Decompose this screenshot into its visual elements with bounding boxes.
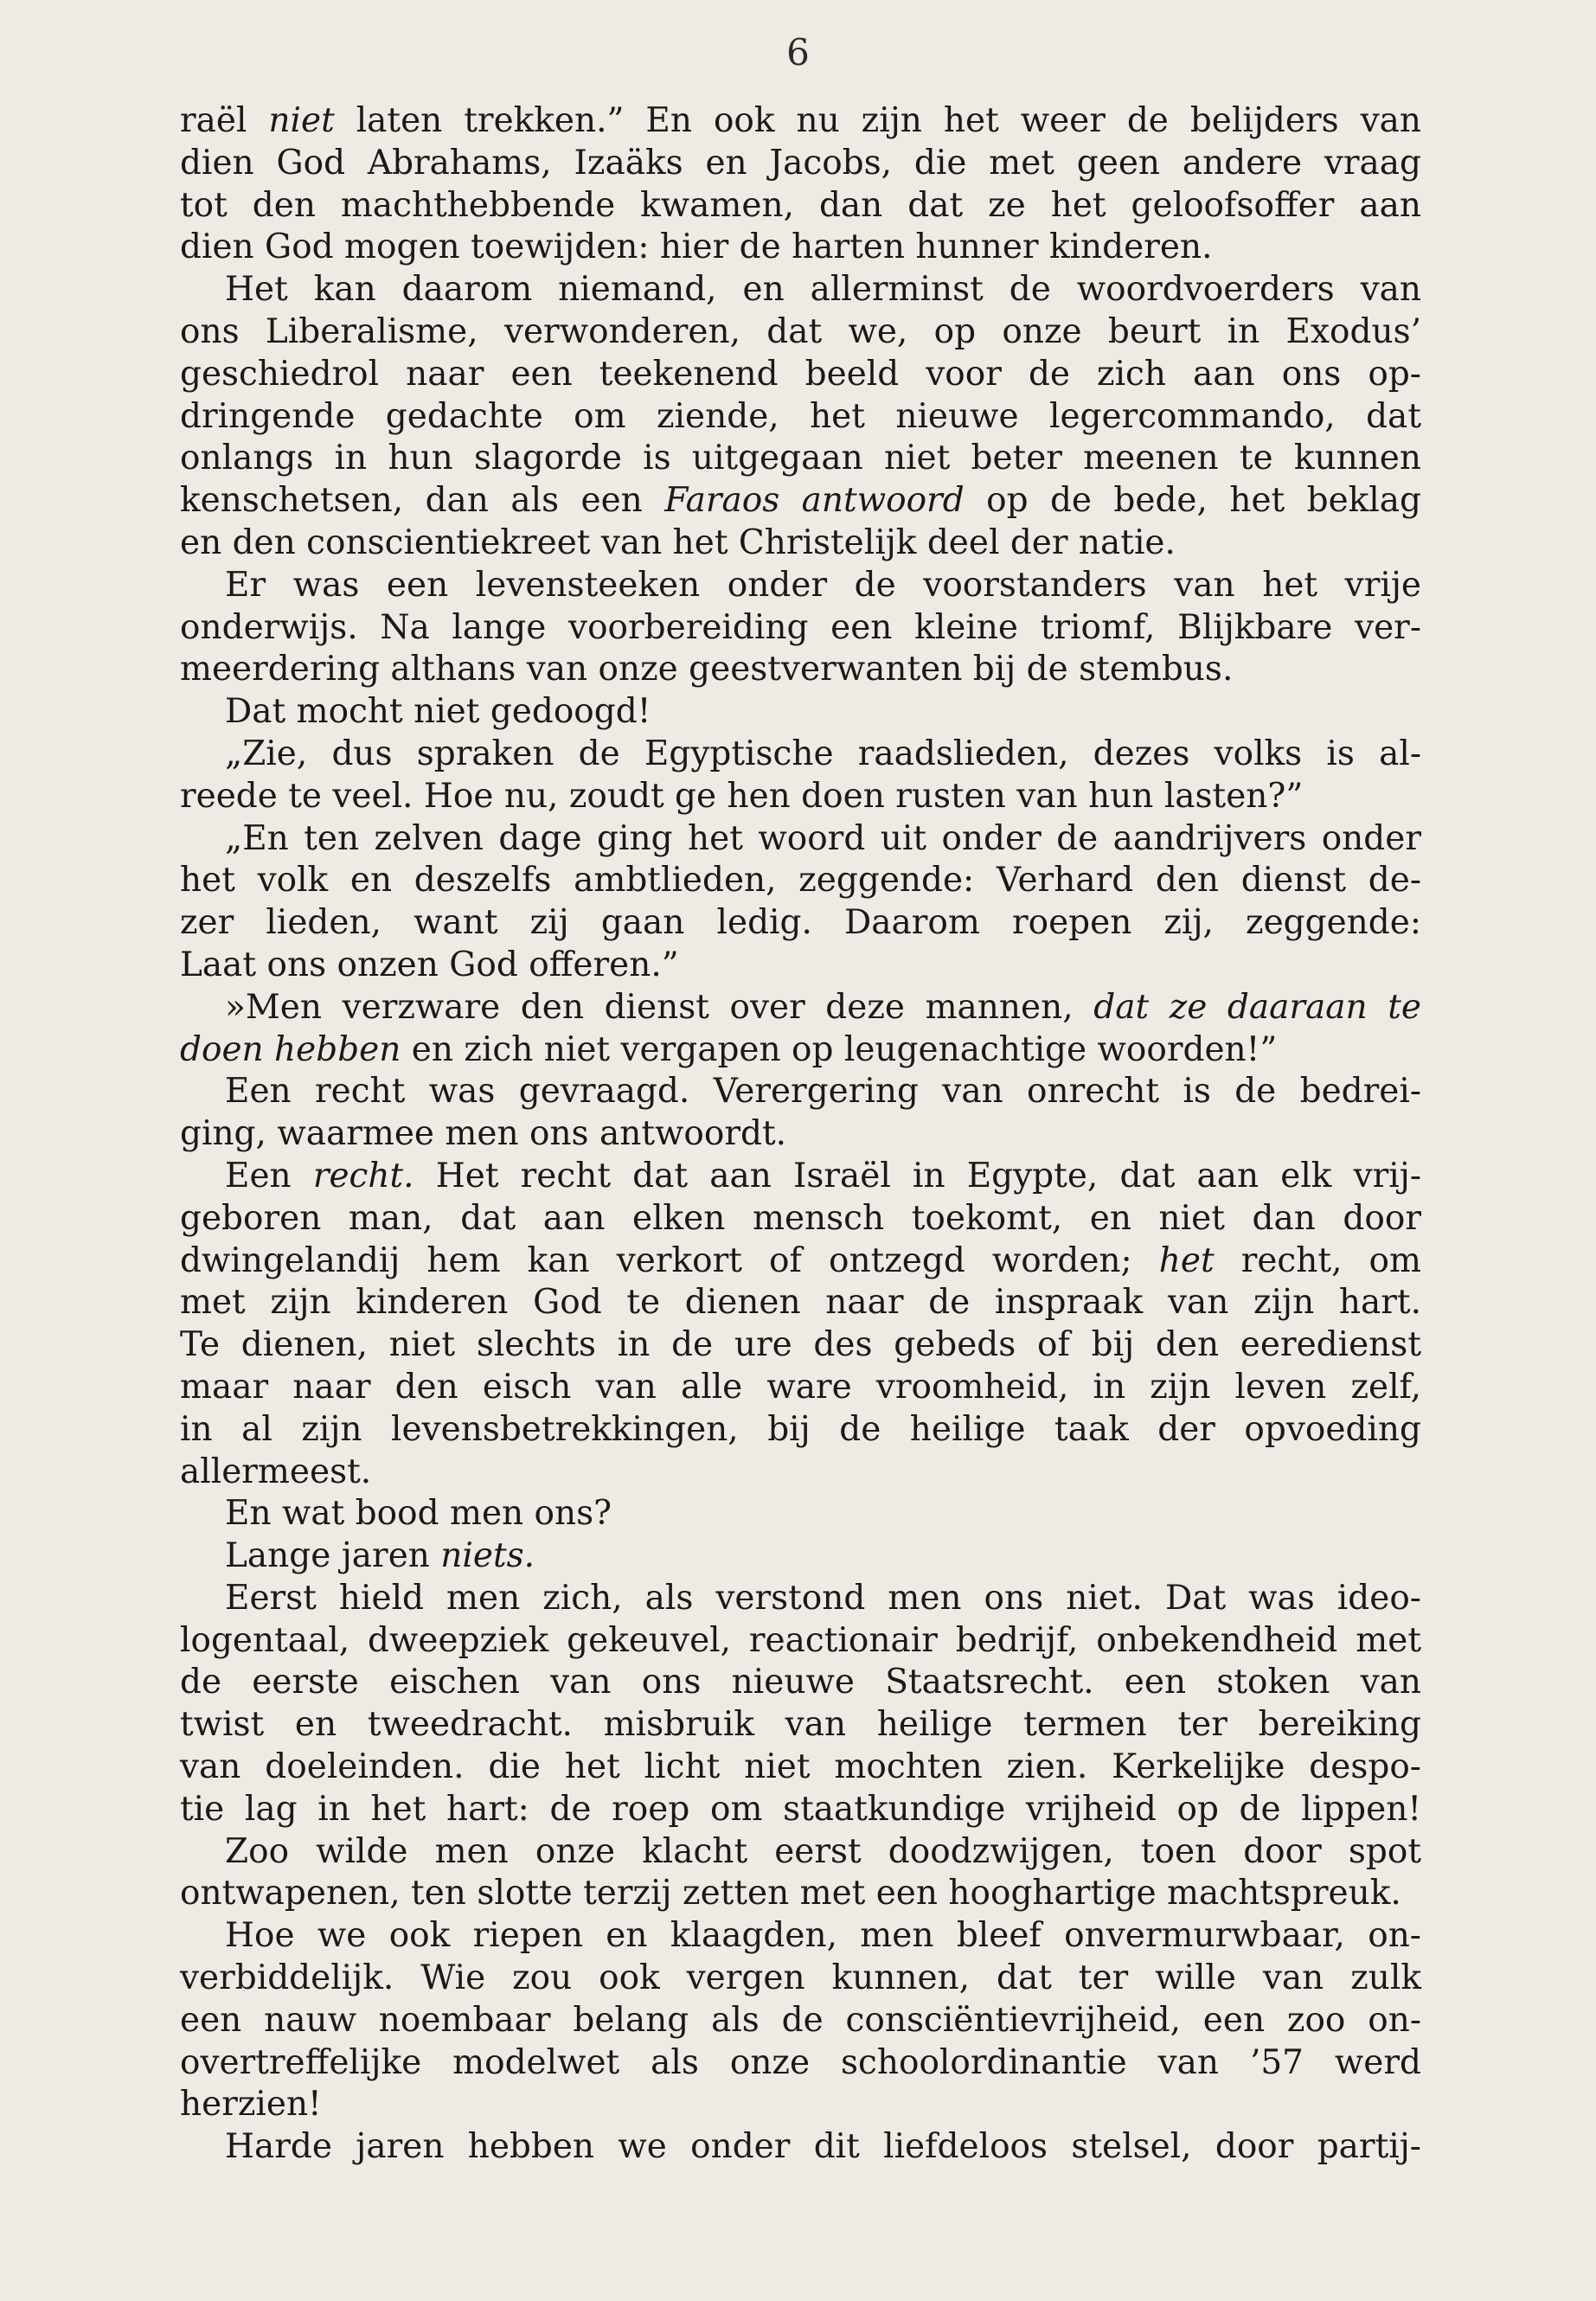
text-run: dwingelandij hem kan verkort of ontzegd worden; [180,1240,1159,1280]
text-line [180,860,1421,902]
text-run: En wat bood men ons? [225,1494,612,1534]
text-line [180,1662,1421,1704]
text-line [180,1747,1421,1789]
text-run: Dat mocht niet gedoogd! [225,692,651,732]
text-line [180,649,1421,691]
text-line [180,1029,1421,1072]
text-run: Er was een levensteeken onder de voorstanders van het vrije [225,565,1421,605]
text-line [180,1409,1421,1452]
text-line [180,1831,1421,1874]
text-run: »Men verzware den dienst over deze mannen, [225,987,1094,1027]
text-line [180,1240,1421,1283]
text-run: Een [225,1156,313,1195]
text-run: logentaal, dweepziek gekeuvel, reactionair bedrijf, onbekendheid met [180,1620,1421,1660]
text-line [180,100,1421,143]
text-line [180,1873,1421,1915]
text-run: Lange jaren [225,1536,441,1576]
text-line [180,311,1421,354]
text-line [180,1535,1421,1578]
text-run: recht, om [1214,1240,1421,1280]
text-run: Te dienen, niet slechts in de ure des gebeds of bij den eeredienst [180,1325,1421,1365]
text-run: Eerst hield men zich, als verstond men ons niet. Dat was ideo- [225,1578,1421,1618]
text-run: allermeest. [180,1452,372,1491]
text-line [180,396,1421,439]
text-run: Harde jaren hebben we onder dit liefdeloos stelsel, door partij- [225,2127,1421,2167]
italic-text: Faraos antwoord [664,481,965,521]
text-line [180,143,1421,185]
text-line [180,2042,1421,2085]
text-line [180,987,1421,1029]
text-line [180,1324,1421,1367]
text-line [180,1493,1421,1535]
body-text [180,100,1421,2169]
text-run: verbiddelijk. Wie zou ook vergen kunnen, dat ter wille van zulk [180,1958,1421,1998]
text-line [180,565,1421,607]
text-run: dien God Abrahams, Izaäks en Jacobs, die met geen andere vraag [180,143,1421,183]
text-run: meerdering althans van onze geestverwanten bij de stembus. [180,650,1234,689]
text-line [180,354,1421,396]
italic-text: recht. [312,1156,414,1195]
text-run: Het recht dat aan Israël in Egypte, dat aan elk vrij- [413,1156,1421,1195]
text-run: laten trekken.” En ook nu zijn het weer de belijders van [334,101,1421,140]
text-run: zer lieden, want zij gaan ledig. Daarom roepen zij, zeggende: [180,903,1421,943]
text-run: op de bede, het beklag [964,481,1421,521]
text-line [180,2126,1421,2169]
text-run: raël [180,101,269,140]
text-run: reede te veel. Hoe nu, zoudt ge hen doen rusten van hun lasten?” [180,776,1304,816]
text-line [180,776,1421,818]
text-line [180,1789,1421,1831]
text-run: dringende gedachte om ziende, het nieuwe legercommando, dat [180,396,1421,436]
text-run: en den conscientiekreet van het Christelijk deel der natie. [180,522,1176,562]
text-run: geboren man, dat aan elken mensch toekomt, en niet dan door [180,1198,1421,1238]
italic-text: niets. [440,1536,535,1576]
italic-text: dat ze daaraan te [1093,987,1421,1027]
text-run: kenschetsen, dan als een [180,481,665,521]
text-run: overtreffelijke modelwet als onze schoolordinantie van ’57 werd [180,2042,1421,2082]
text-line [180,2000,1421,2042]
text-line [180,2084,1421,2126]
text-run: Het kan daarom niemand, en allerminst de woordvoerders van [225,270,1421,310]
text-run: tot den machthebbende kwamen, dan dat ze het geloofsoffer aan [180,185,1421,225]
text-run: van doeleinden. die het licht niet mochten zien. Kerkelijke despo- [180,1747,1421,1787]
text-run: „Zie, dus spraken de Egyptische raadslieden, dezes volks is al- [225,734,1421,773]
text-run: Hoe we ook riepen en klaagden, men bleef onvermurwbaar, on- [225,1916,1421,1956]
text-line [180,1156,1421,1198]
text-run: de eerste eischen van ons nieuwe Staatsrecht. een stoken van [180,1663,1421,1702]
text-line [180,438,1421,480]
text-run: Een recht was gevraagd. Verergering van onrecht is de bedrei- [225,1072,1421,1112]
text-run: een nauw noembaar belang als de consciëntievrijheid, een zoo on- [180,2000,1421,2040]
text-line [180,1367,1421,1409]
italic-text: niet [268,101,335,140]
text-line [180,1704,1421,1747]
text-line [180,945,1421,987]
text-line [180,1452,1421,1494]
text-run: geschiedrol naar een teekenend beeld voor de zich aan ons op- [180,354,1421,394]
text-run: twist en tweedracht. misbruik van heilige termen ter bereiking [180,1705,1421,1745]
text-line [180,1198,1421,1240]
text-run: het volk en deszelfs ambtlieden, zeggende: Verhard den dienst de- [180,861,1421,901]
text-line [180,818,1421,861]
text-run: Zoo wilde men onze klacht eerst doodzwijgen, toen door spot [225,1831,1421,1871]
text-line [180,1578,1421,1620]
text-line [180,269,1421,311]
text-run: ons Liberalisme, verwonderen, dat we, op onze beurt in Exodus’ [180,311,1421,351]
text-line [180,734,1421,776]
text-run: tie lag in het hart: de roep om staatkundige vrijheid op de lippen! [180,1789,1421,1829]
text-line [180,691,1421,734]
text-run: Laat ons onzen God offeren.” [180,945,679,984]
page-number: 6 [786,31,810,74]
text-line [180,1958,1421,2000]
text-line [180,902,1421,945]
text-line [180,1113,1421,1156]
italic-text: doen hebben [180,1029,401,1069]
text-run: en zich niet vergapen op leugenachtige woorden!” [401,1029,1278,1069]
text-line [180,1915,1421,1958]
text-run: ging, waarmee men ons antwoordt. [180,1114,787,1154]
text-run: onderwijs. Na lange voorbereiding een kleine triomf, Blijkbare ver- [180,607,1421,647]
text-run: herzien! [180,2085,322,2125]
text-run: met zijn kinderen God te dienen naar de inspraak van zijn hart. [180,1283,1421,1323]
text-line [180,607,1421,650]
text-line [180,227,1421,269]
text-line [180,1620,1421,1663]
text-run: onlangs in hun slagorde is uitgegaan niet beter meenen te kunnen [180,439,1421,478]
text-run: dien God mogen toewijden: hier de harten hunner kinderen. [180,228,1213,267]
text-line [180,522,1421,565]
text-line [180,480,1421,522]
text-run: maar naar den eisch van alle ware vroomheid, in zijn leven zelf, [180,1367,1421,1407]
text-run: ontwapenen, ten slotte terzij zetten met een hooghartige machtspreuk. [180,1874,1401,1913]
text-run: „En ten zelven dage ging het woord uit onder de aandrijvers onder [225,818,1421,858]
text-line [180,185,1421,228]
italic-text: het [1158,1240,1215,1280]
text-line [180,1071,1421,1113]
text-run: in al zijn levensbetrekkingen, bij de heilige taak der opvoeding [180,1409,1421,1449]
text-line [180,1282,1421,1324]
